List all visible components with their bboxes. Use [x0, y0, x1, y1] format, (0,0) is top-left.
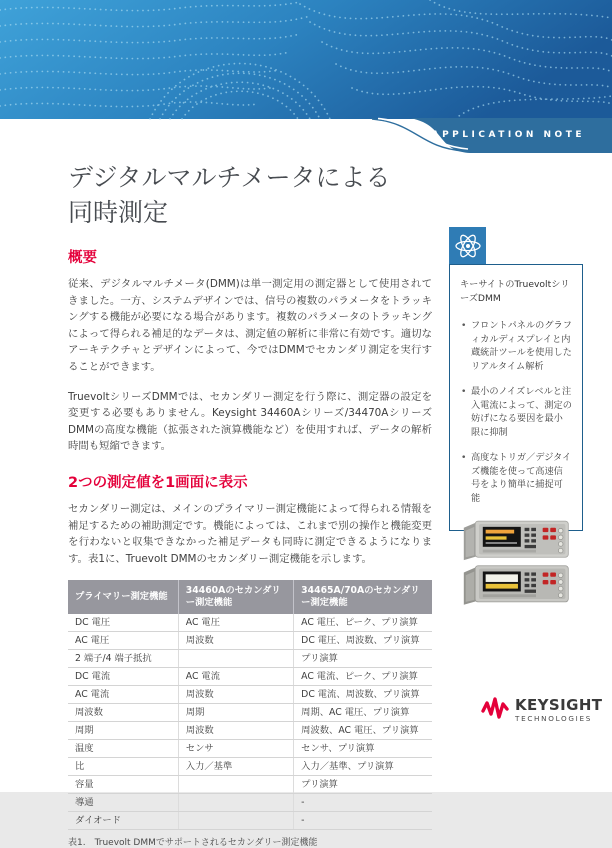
table-row — [68, 632, 432, 650]
table-cell: DC 電圧、周波数、プリ演算 — [294, 632, 432, 650]
table-cell: 入力／基準、プリ演算 — [294, 758, 432, 776]
table-cell — [178, 794, 293, 812]
table-cell: 容量 — [68, 776, 178, 794]
table-cell: DC 電流 — [68, 668, 178, 686]
table-cell: 周波数 — [68, 704, 178, 722]
sidebar-highlight-box — [449, 264, 583, 531]
table-cell: - — [294, 812, 432, 830]
keysight-logo-name: KEYSIGHT — [515, 696, 603, 714]
sidebar-bullet-item: • フロントパネルのグラフィカルディスプレイと内蔵統計ツールを使用したリアルタイム解析 — [460, 319, 572, 373]
atom-icon-box — [449, 227, 486, 264]
table-cell: 周波数、AC 電圧、プリ演算 — [294, 722, 432, 740]
overview-paragraph-2: TruevoltシリーズDMMでは、セカンダリー測定を行う際に、測定器の設定を変更する必要もありません。Keysight 34460Aシリーズ/34470AシリーズDMMの高度な機能（拡張された演算機能など）を使用すれば、データの解析時間も短縮できます。 — [68, 390, 432, 453]
table-cell: プリ演算 — [294, 650, 432, 668]
table-cell: 周波数 — [178, 686, 293, 704]
table-cell: 周波数 — [178, 722, 293, 740]
table-cell: 周波数 — [178, 632, 293, 650]
table-cell: 温度 — [68, 740, 178, 758]
application-note-label: APPLICATION NOTE — [431, 130, 585, 140]
table-row — [68, 614, 432, 632]
table-cell: 周期 — [178, 704, 293, 722]
table-cell: AC 電流 — [178, 668, 293, 686]
dual-display-paragraph: セカンダリー測定は、メインのプライマリー測定機能によって得られる情報を補足するための補助測定です。機能によっては、これまで別の操作と機能変更を行わないと収集できなかった補足データも同時に測定できるようになります。表1に、Truevolt DMMのセカンダリー測定機能を示します。 — [68, 502, 432, 565]
table-cell: AC 電圧、ピーク、プリ演算 — [294, 614, 432, 632]
table-cell — [178, 776, 293, 794]
keysight-logo — [482, 697, 602, 723]
sidebar-bullet-item: • 高度なトリガ／デジタイズ機能を使って高速信号をより簡単に捕捉可能 — [460, 451, 572, 505]
secondary-measurement-table — [68, 580, 432, 830]
table-header-cell: 34465A/70Aのセカンダリー測定機能 — [294, 580, 432, 614]
table-cell: 比 — [68, 758, 178, 776]
table-cell: センサ — [178, 740, 293, 758]
table-cell — [178, 650, 293, 668]
dual-display-heading: 2つの測定値を1画面に表示 — [68, 474, 248, 491]
table-cell: 周期、AC 電圧、プリ演算 — [294, 704, 432, 722]
table-caption: 表1. Truevolt DMMでサポートされるセカンダリー測定機能 — [68, 838, 318, 848]
table-row — [68, 650, 432, 668]
table-row — [68, 794, 432, 812]
page-title-line1: デジタルマルチメータによる — [68, 163, 391, 192]
dmm-product-image — [460, 517, 574, 607]
table-cell: プリ演算 — [294, 776, 432, 794]
table-body — [68, 614, 432, 830]
keysight-logo-sub: TECHNOLOGIES — [515, 714, 592, 723]
table-row — [68, 668, 432, 686]
table-row — [68, 758, 432, 776]
page-title — [68, 160, 432, 230]
table-cell: 周期 — [68, 722, 178, 740]
table-cell: - — [294, 794, 432, 812]
overview-paragraph-1: 従来、デジタルマルチメータ(DMM)は単一測定用の測定器として使用されてきました。一方、システムデザインでは、信号の複数のパラメータをトラッキングする機能が必要になる場合があります。複数のパラメータのトラッキングによって得られる補足的なデータは、測定値の解析に非常に有効です。適切なアーキテクチャとデザインによって、今ではDMMでセカンダリ測定を実行することができます。 — [68, 278, 432, 373]
keysight-logo-mark — [482, 697, 510, 719]
sidebar-lead: キーサイトのTruevoltシリーズDMM — [460, 279, 570, 304]
atom-icon — [453, 231, 483, 261]
table-cell: 2 端子/4 端子抵抗 — [68, 650, 178, 668]
table-row — [68, 740, 432, 758]
table-cell: センサ、プリ演算 — [294, 740, 432, 758]
table-row — [68, 704, 432, 722]
table-cell: DC 電流、周波数、プリ演算 — [294, 686, 432, 704]
sidebar-bullet-item: • 最小のノイズレベルと注入電流によって、測定の妨げになる要因を最小限に抑制 — [460, 385, 572, 439]
table-cell: 導通 — [68, 794, 178, 812]
page-title-line2: 同時測定 — [68, 198, 169, 227]
table-row — [68, 812, 432, 830]
table-cell — [178, 812, 293, 830]
table-header-cell: プライマリー測定機能 — [68, 580, 178, 614]
table-row — [68, 686, 432, 704]
table-cell: ダイオード — [68, 812, 178, 830]
table-row — [68, 776, 432, 794]
table-cell: AC 電圧 — [68, 632, 178, 650]
table-cell: 入力／基準 — [178, 758, 293, 776]
table-cell: AC 電流、ピーク、プリ演算 — [294, 668, 432, 686]
sidebar-bullets — [460, 319, 572, 505]
header-wave-art — [0, 0, 612, 119]
overview-heading: 概要 — [68, 250, 97, 266]
table-header-row — [68, 580, 432, 614]
table-header-cell: 34460Aのセカンダリー測定機能 — [178, 580, 293, 614]
table-cell: AC 電圧 — [178, 614, 293, 632]
table-cell: DC 電圧 — [68, 614, 178, 632]
table-row — [68, 722, 432, 740]
table-cell: AC 電流 — [68, 686, 178, 704]
main-content — [68, 160, 432, 848]
keysight-logo-text — [515, 697, 602, 723]
